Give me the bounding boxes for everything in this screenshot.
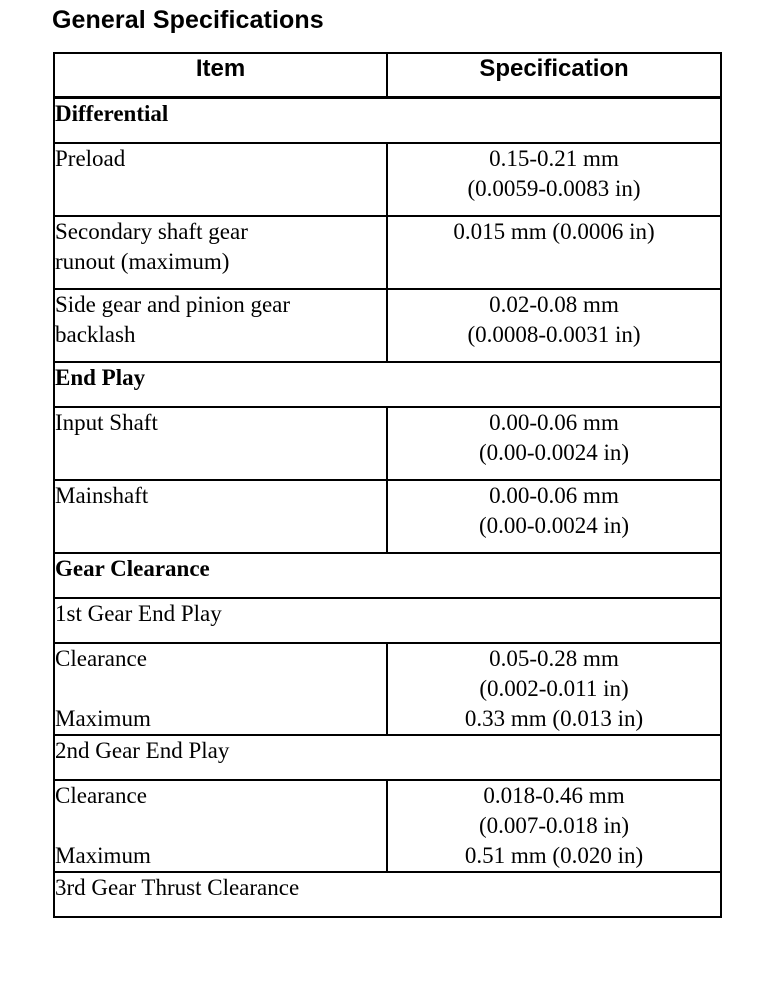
maximum-label: Maximum <box>55 706 151 731</box>
page-title: General Specifications <box>52 6 324 34</box>
section-heading: Gear Clearance <box>54 553 721 598</box>
clearance-label: Clearance <box>55 783 147 808</box>
item-cell <box>54 407 387 480</box>
maximum-value: 0.51 mm (0.020 in) <box>464 843 644 868</box>
spec-value-imperial: (0.00-0.0024 in) <box>478 440 630 465</box>
clearance-value-metric: 0.018-0.46 mm <box>483 783 625 808</box>
specification-column-header: Specification <box>387 53 721 98</box>
spec-value-imperial: (0.00-0.0024 in) <box>478 513 630 538</box>
table-row <box>54 216 721 289</box>
item-column-header: Item <box>54 53 387 98</box>
item-cell <box>54 643 387 735</box>
section-row-differential <box>54 98 721 144</box>
spec-cell <box>387 780 721 872</box>
item-cell <box>54 216 387 289</box>
section-heading: End Play <box>54 362 721 407</box>
spec-cell <box>387 289 721 362</box>
section-heading: Differential <box>54 98 721 144</box>
item-cell <box>54 289 387 362</box>
clearance-value-imperial: (0.007-0.018 in) <box>478 813 630 838</box>
section-row-end-play <box>54 362 721 407</box>
subsection-row-3rd-gear <box>54 872 721 917</box>
spec-value-metric: 0.15-0.21 mm <box>489 146 619 171</box>
item-label: Side gear and pinion gear <box>55 292 291 317</box>
table-row <box>54 407 721 480</box>
spec-value-metric: 0.02-0.08 mm <box>489 292 619 317</box>
spec-value: 0.015 mm (0.0006 in) <box>453 219 655 244</box>
spec-cell <box>387 480 721 553</box>
subsection-heading: 2nd Gear End Play <box>54 735 721 780</box>
subsection-heading: 3rd Gear Thrust Clearance <box>54 872 721 917</box>
subsection-row-2nd-gear <box>54 735 721 780</box>
spec-value-metric: 0.00-0.06 mm <box>489 410 619 435</box>
clearance-value-metric: 0.05-0.28 mm <box>489 646 619 671</box>
spec-cell <box>387 216 721 289</box>
spec-cell <box>387 407 721 480</box>
item-label: runout (maximum) <box>55 249 230 274</box>
maximum-label: Maximum <box>55 843 151 868</box>
specifications-table <box>53 52 722 918</box>
table-row <box>54 480 721 553</box>
spec-value-imperial: (0.0008-0.0031 in) <box>467 322 641 347</box>
item-cell <box>54 480 387 553</box>
item-cell <box>54 780 387 872</box>
clearance-label: Clearance <box>55 646 147 671</box>
item-label: Input Shaft <box>55 410 158 435</box>
item-label: Secondary shaft gear <box>55 219 248 244</box>
spec-value-imperial: (0.0059-0.0083 in) <box>467 176 641 201</box>
maximum-value: 0.33 mm (0.013 in) <box>464 706 644 731</box>
table-row <box>54 780 721 872</box>
spec-value-metric: 0.00-0.06 mm <box>489 483 619 508</box>
section-row-gear-clearance <box>54 553 721 598</box>
clearance-value-imperial: (0.002-0.011 in) <box>479 676 629 701</box>
table-row <box>54 643 721 735</box>
item-cell <box>54 143 387 216</box>
subsection-heading: 1st Gear End Play <box>54 598 721 643</box>
table-row <box>54 143 721 216</box>
table-header-row <box>54 53 721 98</box>
item-label: Mainshaft <box>55 483 149 508</box>
table-row <box>54 289 721 362</box>
spec-cell <box>387 643 721 735</box>
subsection-row-1st-gear <box>54 598 721 643</box>
spec-cell <box>387 143 721 216</box>
item-label: Preload <box>55 146 126 171</box>
item-label: backlash <box>55 322 136 347</box>
